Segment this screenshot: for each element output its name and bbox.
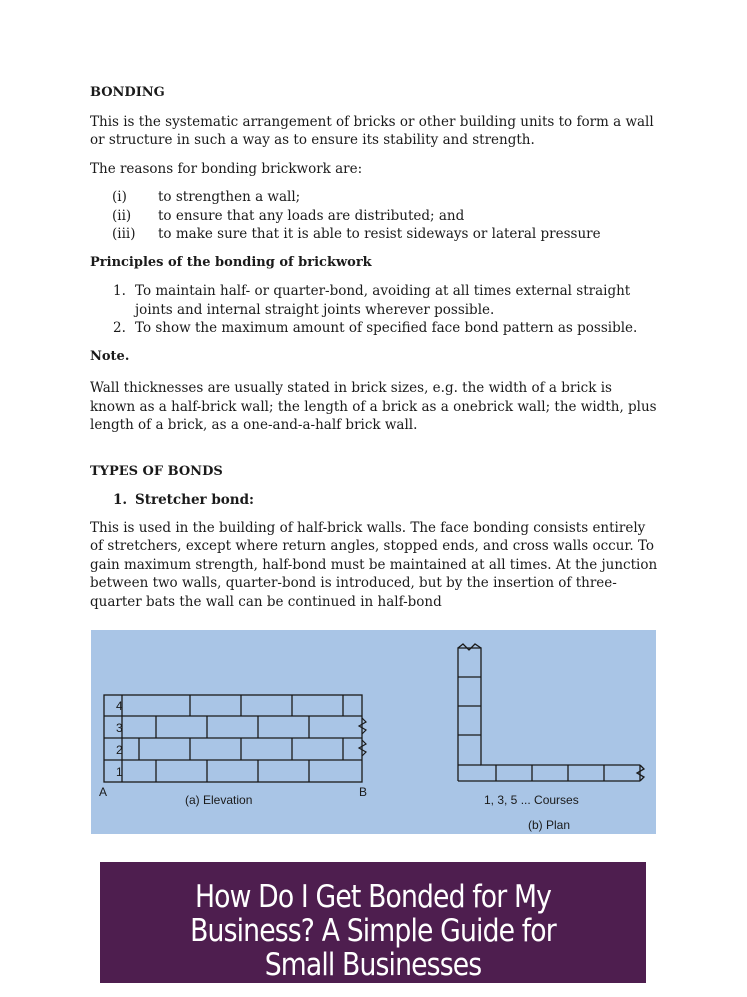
document-body xyxy=(90,84,660,621)
principles-list xyxy=(90,282,660,338)
course-label: 4 xyxy=(116,699,123,713)
list-item-text: to make sure that it is able to resist sideways or lateral pressure xyxy=(158,226,601,242)
list-item xyxy=(90,319,660,338)
list-item-text: to ensure that any loads are distributed; and xyxy=(158,207,465,224)
label-b: B xyxy=(359,785,368,799)
list-item-number: 1. xyxy=(113,283,126,299)
list-item-number: (ii) xyxy=(112,207,132,224)
list-item-number: 2. xyxy=(113,320,126,336)
list-item xyxy=(90,207,660,226)
list-item-text: To show the maximum amount of specified face bond pattern as possible. xyxy=(135,320,638,336)
stretcher-number: 1. xyxy=(113,492,128,508)
elevation-wall xyxy=(104,695,362,782)
list-item xyxy=(90,188,660,207)
definition-paragraph: This is the systematic arrangement of bricks or other building units to form a wall or structure in such a way as to ensure its stability and strength. xyxy=(90,113,654,148)
reasons-intro: The reasons for bonding brickwork are: xyxy=(90,160,363,177)
list-item-text: To maintain half- or quarter-bond, avoiding at all times external straight joints and internal straight joints wherever possible. xyxy=(135,283,631,318)
types-heading: TYPES OF BONDS xyxy=(90,463,223,479)
list-item-number: (iii) xyxy=(112,226,136,242)
banner-title: How Do I Get Bonded for My Business? A Simple Guide for Small Businesses xyxy=(190,879,556,983)
plan-wall xyxy=(458,644,644,781)
stretcher-heading xyxy=(90,491,660,510)
label-a: A xyxy=(99,785,108,799)
principles-heading: Principles of the bonding of brickwork xyxy=(90,254,372,270)
bond-diagram xyxy=(91,630,656,834)
note-heading: Note. xyxy=(90,348,130,364)
stretcher-bond-figure xyxy=(91,630,656,834)
list-item xyxy=(90,225,660,244)
course-label: 2 xyxy=(116,743,123,757)
article-banner xyxy=(100,862,646,983)
reasons-list xyxy=(90,188,660,244)
course-label: 3 xyxy=(116,721,123,735)
course-label: 1 xyxy=(116,765,123,779)
stretcher-title: Stretcher bond: xyxy=(135,492,255,508)
plan-caption: (b) Plan xyxy=(528,818,571,832)
elevation-caption: (a) Elevation xyxy=(185,793,253,807)
courses-caption: 1, 3, 5 ... Courses xyxy=(484,793,579,807)
list-item-text: to strengthen a wall; xyxy=(158,189,301,205)
stretcher-paragraph: This is used in the building of half-brick walls. The face bonding consists entirely of stretchers, except where return angles, stopped ends, and cross walls occur. To gain maximum strength, half-bond must be maintained at all times. At the junction between two walls, quarter-bond is introduced, but by the insertion of three-quarter bats the wall can be continued in half-bond xyxy=(90,519,658,610)
section-title: BONDING xyxy=(90,85,165,100)
note-paragraph: Wall thicknesses are usually stated in brick sizes, e.g. the width of a brick is known as a half-brick wall; the length of a brick as a onebrick wall; the width, plus length of a brick, as a one-and-a-half brick wall. xyxy=(90,380,657,433)
list-item xyxy=(90,282,660,319)
list-item-number: (i) xyxy=(112,189,127,205)
